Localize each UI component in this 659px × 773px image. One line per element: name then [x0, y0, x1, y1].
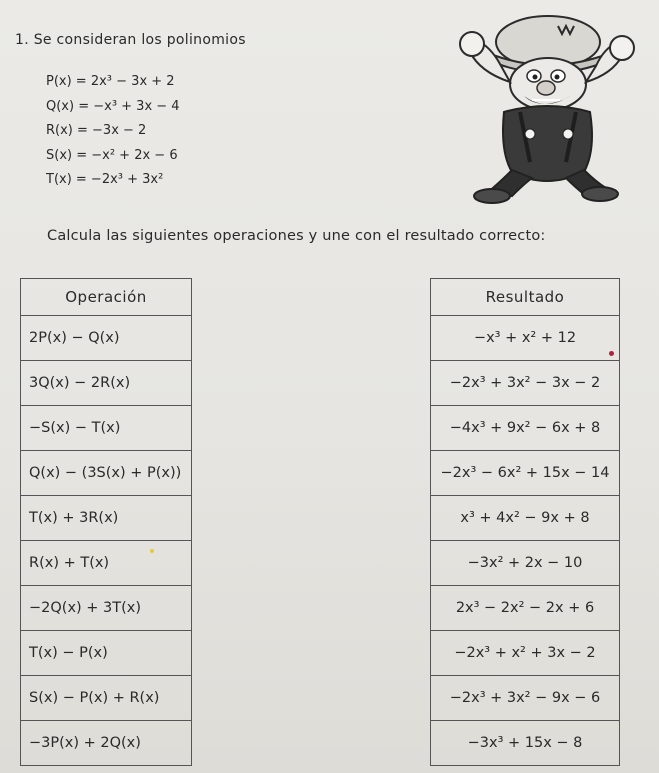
operation-cell: T(x) + 3R(x): [21, 496, 192, 541]
table-row: [431, 586, 620, 631]
result-cell: −3x² + 2x − 10: [431, 541, 620, 586]
result-cell: −2x³ + 3x² − 9x − 6: [431, 676, 620, 721]
table-row: [21, 361, 192, 406]
table-row: [21, 586, 192, 631]
table-row: [21, 496, 192, 541]
table-row: [21, 406, 192, 451]
table-row: [431, 541, 620, 586]
operation-cell: −3P(x) + 2Q(x): [21, 721, 192, 766]
polynomial-list: [46, 70, 180, 193]
instruction-text: Calcula las siguientes operaciones y une con el resultado correcto:: [47, 228, 546, 244]
operation-cell: 2P(x) − Q(x): [21, 316, 192, 361]
operation-cell: 3Q(x) − 2R(x): [21, 361, 192, 406]
table-header-row: [431, 279, 620, 316]
operation-cell: T(x) − P(x): [21, 631, 192, 676]
table-row: [431, 406, 620, 451]
ink-mark: [150, 549, 154, 553]
operations-header: Operación: [21, 279, 192, 316]
result-cell: −2x³ − 6x² + 15x − 14: [431, 451, 620, 496]
ink-mark: [609, 351, 614, 356]
polynomial-p: P(x) = 2x³ − 3x + 2: [46, 74, 175, 89]
operation-cell: −S(x) − T(x): [21, 406, 192, 451]
table-row: [21, 451, 192, 496]
operation-cell: S(x) − P(x) + R(x): [21, 676, 192, 721]
polynomial-q: Q(x) = −x³ + 3x − 4: [46, 98, 180, 114]
table-header-row: [21, 279, 192, 316]
result-cell: −4x³ + 9x² − 6x + 8: [431, 406, 620, 451]
table-row: [431, 721, 620, 766]
result-cell: 2x³ − 2x² − 2x + 6: [431, 586, 620, 631]
cartoon-character-icon: [440, 12, 640, 207]
results-header: Resultado: [431, 279, 620, 316]
operation-cell: −2Q(x) + 3T(x): [21, 586, 192, 631]
operation-cell: R(x) + T(x): [21, 541, 192, 586]
table-row: [21, 721, 192, 766]
polynomial-r: R(x) = −3x − 2: [46, 123, 147, 138]
polynomial-s: S(x) = −x² + 2x − 6: [46, 147, 178, 163]
table-row: [431, 496, 620, 541]
table-row: [431, 451, 620, 496]
result-cell: −3x³ + 15x − 8: [431, 721, 620, 766]
result-cell: −2x³ + 3x² − 3x − 2: [431, 361, 620, 406]
result-cell: x³ + 4x² − 9x + 8: [431, 496, 620, 541]
table-row: [21, 541, 192, 586]
table-row: [431, 676, 620, 721]
operations-table: [20, 278, 192, 766]
table-row: [21, 631, 192, 676]
table-row: [21, 676, 192, 721]
result-cell: −2x³ + x² + 3x − 2: [431, 631, 620, 676]
result-cell: −x³ + x² + 12: [431, 316, 620, 361]
table-row: [431, 631, 620, 676]
question-heading: 1. Se consideran los polinomios: [15, 32, 246, 48]
operation-cell: Q(x) − (3S(x) + P(x)): [21, 451, 192, 496]
table-row: [431, 316, 620, 361]
results-table: [430, 278, 620, 766]
table-row: [21, 316, 192, 361]
table-row: [431, 361, 620, 406]
polynomial-t: T(x) = −2x³ + 3x²: [46, 172, 164, 187]
